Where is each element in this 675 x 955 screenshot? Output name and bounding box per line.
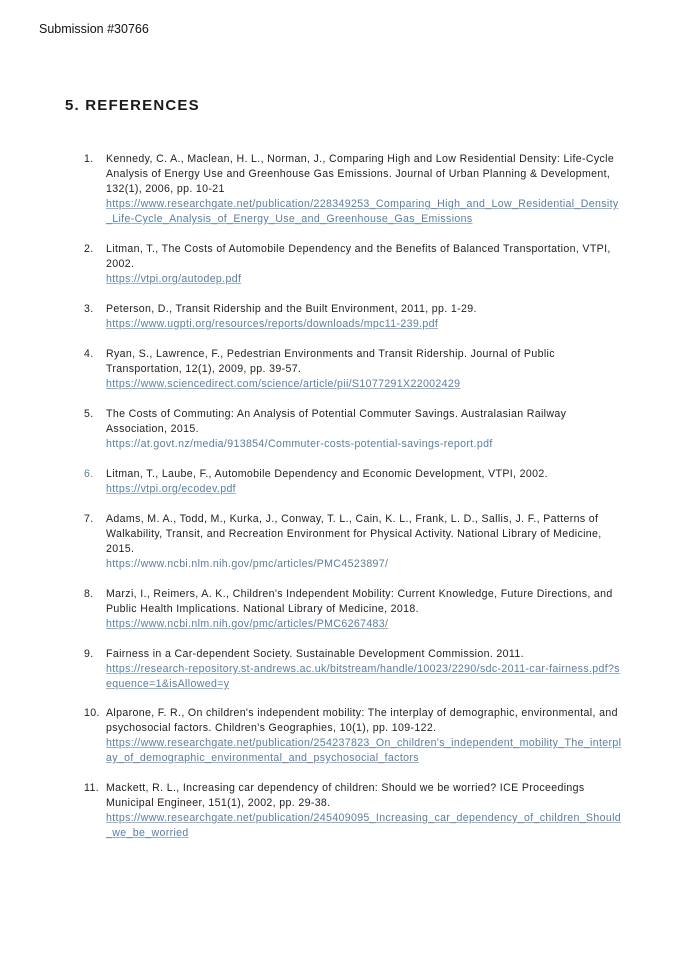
reference-number: 5.: [84, 408, 94, 420]
reference-link[interactable]: https://vtpi.org/autodep.pdf: [106, 273, 242, 285]
reference-text: Marzi, I., Reimers, A. K., Children's Independent Mobility: Current Knowledge, Future Directions, and Public Health Implications. National Library of Medicine, 2018.: [106, 588, 613, 615]
reference-link[interactable]: https://www.researchgate.net/publication/245409095_Increasing_car_dependency_of_children_Should_we_be_worried: [106, 812, 622, 839]
reference-number: 11.: [84, 782, 99, 794]
reference-link[interactable]: https://www.ugpti.org/resources/reports/downloads/mpc11-239.pdf: [106, 318, 439, 330]
section-title: 5. REFERENCES: [65, 97, 200, 114]
reference-item: [84, 706, 624, 766]
reference-text: Alparone, F. R., On children's independent mobility: The interplay of demographic, environmental, and psychosocial factors. Children's Geographies, 10(1), pp. 109-122.: [106, 707, 618, 734]
reference-text: Fairness in a Car-dependent Society. Sustainable Development Commission. 2011.: [106, 648, 524, 660]
reference-text: Litman, T., Laube, F., Automobile Dependency and Economic Development, VTPI, 2002.: [106, 468, 548, 480]
reference-text: Litman, T., The Costs of Automobile Dependency and the Benefits of Balanced Transportation, VTPI, 2002.: [106, 243, 611, 270]
reference-link[interactable]: https://research-repository.st-andrews.ac.uk/bitstream/handle/10023/2290/sdc-2011-car-fairness.pdf?sequence=1&isAllowed=y: [106, 663, 620, 690]
reference-item: [84, 407, 624, 452]
reference-item: [84, 647, 624, 692]
reference-item: [84, 347, 624, 392]
reference-number: 9.: [84, 648, 94, 660]
reference-text: Peterson, D., Transit Ridership and the Built Environment, 2011, pp. 1-29.: [106, 303, 477, 315]
reference-item: [84, 302, 624, 332]
reference-item: [84, 242, 624, 287]
reference-item: [84, 467, 624, 497]
reference-link[interactable]: https://www.researchgate.net/publication/228349253_Comparing_High_and_Low_Residential_Density_Life-Cycle_Analysis_of_Energy_Use_and_Greenhouse_Gas_Emissions: [106, 198, 619, 225]
reference-text: Ryan, S., Lawrence, F., Pedestrian Environments and Transit Ridership. Journal of Public Transportation, 12(1), 2009, pp. 39-57.: [106, 348, 555, 375]
reference-text: Kennedy, C. A., Maclean, H. L., Norman, J., Comparing High and Low Residential Density: Life-Cycle Analysis of Energy Use and Greenhouse Gas Emissions. Journal of Urban Planning & Development, 132(1), 2006, pp. 10-21: [106, 153, 615, 195]
reference-number: 4.: [84, 348, 94, 360]
reference-number: 8.: [84, 588, 94, 600]
reference-number: 6.: [84, 468, 94, 480]
reference-link[interactable]: https://at.govt.nz/media/913854/Commuter-costs-potential-savings-report.pdf: [106, 438, 493, 450]
reference-link[interactable]: https://www.ncbi.nlm.nih.gov/pmc/articles/PMC6267483/: [106, 618, 389, 630]
reference-link[interactable]: https://www.researchgate.net/publication/254237823_On_children's_independent_mobility_The_interplay_of_demographic_environmental_and_psychosocial_factors: [106, 737, 622, 764]
reference-link[interactable]: https://www.ncbi.nlm.nih.gov/pmc/articles/PMC4523897/: [106, 558, 389, 570]
submission-number: Submission #30766: [39, 22, 149, 36]
reference-item: [84, 512, 624, 572]
reference-number: 3.: [84, 303, 94, 315]
reference-number: 2.: [84, 243, 94, 255]
reference-number: 10.: [84, 707, 100, 719]
reference-number: 1.: [84, 153, 94, 165]
reference-number: 7.: [84, 513, 94, 525]
reference-link[interactable]: https://vtpi.org/ecodev.pdf: [106, 483, 236, 495]
reference-text: Mackett, R. L., Increasing car dependency of children: Should we be worried? ICE Proceedings Municipal Engineer, 151(1), 2002, pp. 29-38.: [106, 782, 585, 809]
reference-item: [84, 587, 624, 632]
reference-text: The Costs of Commuting: An Analysis of Potential Commuter Savings. Australasian Railway Association, 2015.: [106, 408, 567, 435]
reference-text: Adams, M. A., Todd, M., Kurka, J., Conway, T. L., Cain, K. L., Frank, L. D., Sallis, J. F., Patterns of Walkability, Transit, and Recreation Environment for Physical Activity. National Library of Medicine, 2015.: [106, 513, 602, 555]
reference-item: [84, 781, 624, 841]
reference-link[interactable]: https://www.sciencedirect.com/science/article/pii/S1077291X22002429: [106, 378, 461, 390]
reference-item: [84, 152, 624, 227]
